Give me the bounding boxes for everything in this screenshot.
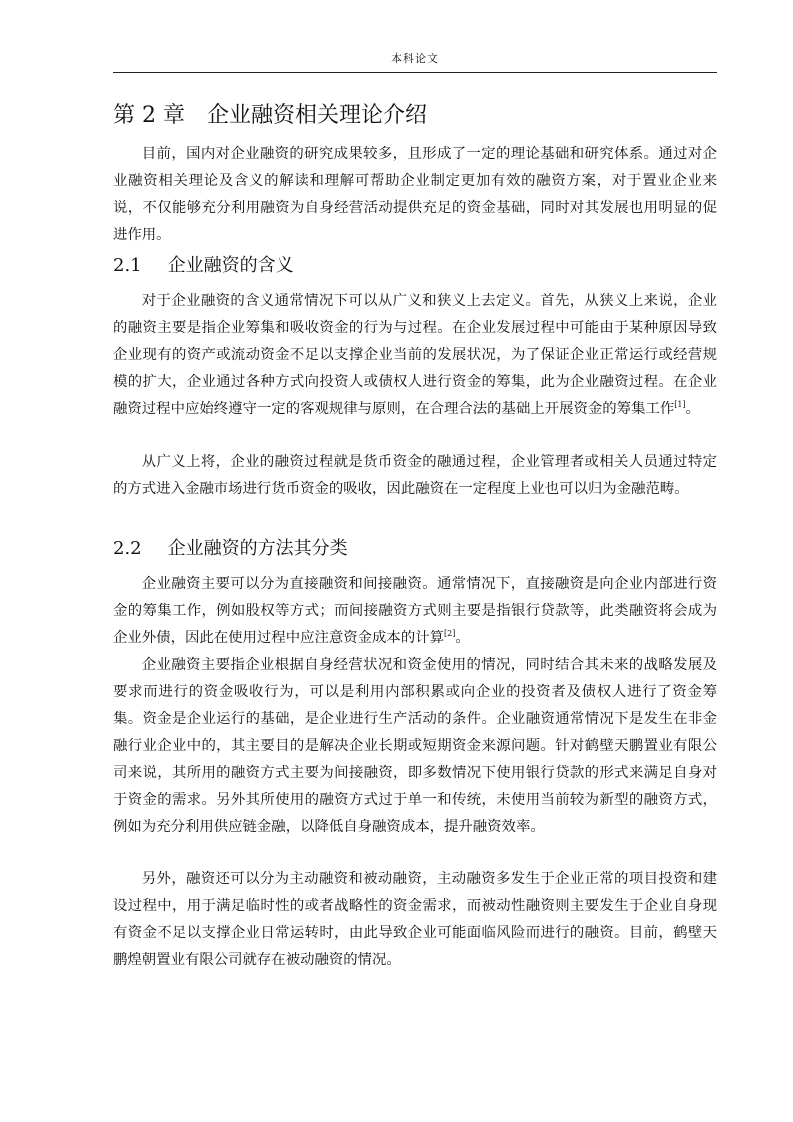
section-2-2-paragraph-1: [113, 571, 717, 652]
paragraph-text: 对于企业融资的含义通常情况下可以从广义和狭义上去定义。首先，从狭义上来说，企业的融资主要是指企业筹集和吸收资金的行为与过程。在企业发展过程中可能由于某种原因导致企业现有的资产或流动资金不足以支撑企业当前的发展状况，为了保证企业正常运行或经营规模的扩大，企业通过各种方式向投资人或债权人进行资金的筹集，此为企业融资过程。在企业融资过程中应始终遵守一定的客观规律与原则，在合理合法的基础上开展资金的筹集工作: [113, 293, 717, 417]
chapter-title-text: 企业融资相关理论介绍: [206, 103, 427, 128]
section-heading-2-2: [113, 536, 348, 562]
running-header: 本科论文: [391, 52, 439, 65]
chapter-title: [113, 101, 427, 131]
chapter-intro-paragraph: 目前，国内对企业融资的研究成果较多，且形成了一定的理论基础和研究体系。通过对企业融资相关理论及含义的解读和理解可帮助企业制定更加有效的融资方案，对于置业企业来说，不仅能够充分利用融资为自身经营活动提供充足的资金基础，同时对其发展也用明显的促进作用。: [113, 146, 717, 243]
header-rule: [113, 72, 717, 73]
section-number: 2.1: [113, 255, 142, 276]
section-2-2-paragraph-2: 企业融资主要指企业根据自身经营状况和资金使用的情况，同时结合其未来的战略发展及要求而进行的资金吸收行为，可以是利用内部积累或向企业的投资者及债权人进行了资金筹集。资金是企业运行的基础，是企业进行生产活动的条件。企业融资通常情况下是发生在非金融行业企业中的，其主要目的是解决企业长期或短期资金来源问题。针对鹤壁天鹏置业有限公司来说，其所用的融资方式主要为间接融资，即多数情况下使用银行贷款的形式来满足自身对于资金的需求。另外其所使用的融资方式过于单一和传统，未使用当前较为新型的融资方式，例如为充分利用供应链金融，以降低自身融资成本，提升融资效率。: [113, 657, 717, 835]
citation-1: [1]: [674, 400, 686, 410]
citation-2: [2]: [444, 629, 456, 639]
section-title: 企业融资的方法其分类: [167, 538, 348, 559]
paragraph-text: 企业融资主要可以分为直接融资和间接融资。通常情况下，直接融资是向企业内部进行资金的筹集工作，例如股权等方式；而间接融资方式则主要是指银行贷款等，此类融资将会成为企业外债，因此在使用过程中应注意资金成本的计算: [113, 576, 717, 646]
section-number: 2.2: [113, 538, 142, 559]
paragraph-tail: 。: [455, 630, 470, 646]
chapter-number: 第 2 章: [113, 103, 185, 128]
section-title: 企业融资的含义: [167, 255, 294, 276]
section-2-1-paragraph-2: 从广义上将，企业的融资过程就是货币资金的融通过程，企业管理者或相关人员通过特定的方式进入金融市场进行货币资金的吸收，因此融资在一定程度上业也可以归为金融范畴。: [113, 454, 717, 497]
section-2-2-paragraph-3: 另外，融资还可以分为主动融资和被动融资，主动融资多发生于企业正常的项目投资和建设过程中，用于满足临时性的或者战略性的资金需求，而被动性融资则主要发生于企业自身现有资金不足以支撑企业日常运转时，由此导致企业可能面临风险而进行的融资。目前，鹤壁天鹏煌朝置业有限公司就存在被动融资的情况。: [113, 871, 717, 968]
paragraph-tail: 。: [685, 401, 700, 417]
section-heading-2-1: [113, 253, 294, 279]
section-2-1-paragraph-1: [113, 288, 717, 423]
